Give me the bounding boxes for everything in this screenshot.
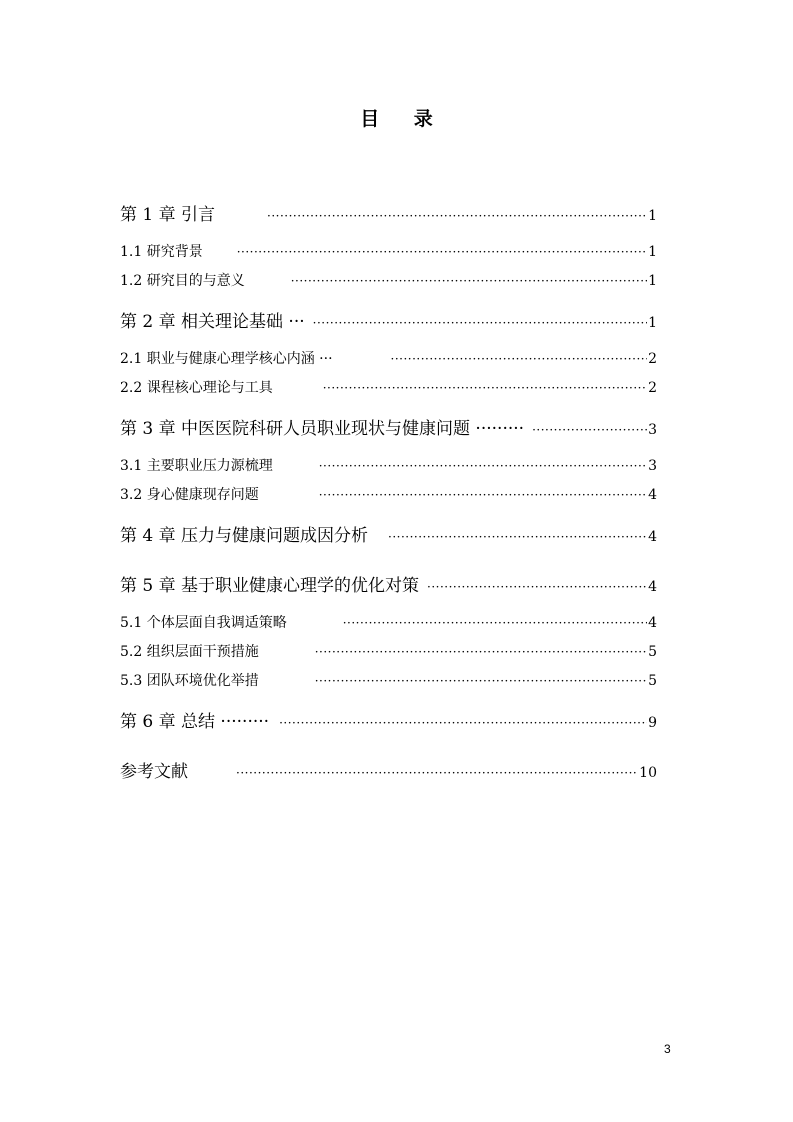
- dot-leader: [532, 423, 647, 437]
- toc-entry-page: 1: [648, 244, 657, 260]
- dot-leader: [343, 616, 647, 630]
- toc-entry-section-5-2[interactable]: [120, 641, 657, 661]
- dot-leader: [236, 766, 638, 780]
- dot-leader: [323, 381, 647, 395]
- dot-leader: [313, 316, 647, 330]
- dot-leader: [279, 716, 647, 730]
- toc-entry-page: 2: [648, 380, 657, 396]
- toc-entry-page: 1: [648, 208, 657, 224]
- toc-entry-section-5-3[interactable]: [120, 670, 657, 690]
- toc-entry-label: 第 6 章 总结 ·········: [120, 712, 270, 732]
- toc-entry-page: 4: [648, 487, 657, 503]
- toc-entry-section-3-2[interactable]: [120, 484, 657, 504]
- toc-entry-label: 5.1 个体层面自我调适策略: [120, 615, 287, 631]
- toc-entry-section-1-2[interactable]: [120, 270, 657, 290]
- toc-entry-page: 4: [648, 579, 657, 595]
- toc-entry-page: 3: [648, 458, 657, 474]
- toc-entry-chapter-1[interactable]: [120, 200, 657, 224]
- toc-entry-page: 3: [648, 422, 657, 438]
- toc-entry-label: 第 2 章 相关理论基础 ···: [120, 312, 305, 332]
- toc-entry-page: 2: [648, 351, 657, 367]
- toc-entry-page: 4: [648, 615, 657, 631]
- dot-leader: [427, 580, 647, 594]
- toc-entry-label: 5.3 团队环境优化举措: [120, 673, 259, 689]
- toc-entry-page: 1: [648, 315, 657, 331]
- toc-entry-page: 10: [639, 765, 657, 781]
- toc-entry-label: 5.2 组织层面干预措施: [120, 644, 259, 660]
- toc-entry-label: 1.1 研究背景: [120, 244, 203, 260]
- dot-leader: [315, 674, 647, 688]
- page-number: 3: [664, 1042, 671, 1056]
- toc-entry-chapter-4[interactable]: [120, 521, 657, 545]
- toc-entry-chapter-6[interactable]: [120, 707, 657, 731]
- toc-entry-label: 2.1 职业与健康心理学核心内涵 ···: [120, 351, 333, 367]
- dot-leader: [319, 488, 647, 502]
- toc-entry-label: 第 3 章 中医医院科研人员职业现状与健康问题 ·········: [120, 419, 525, 439]
- toc-entry-label: 第 5 章 基于职业健康心理学的优化对策: [120, 576, 420, 596]
- toc-entry-page: 9: [648, 715, 657, 731]
- toc-entry-references[interactable]: [120, 757, 657, 781]
- toc-entry-page: 5: [648, 673, 657, 689]
- toc-entry-label: 2.2 课程核心理论与工具: [120, 380, 273, 396]
- toc-entry-label: 1.2 研究目的与意义: [120, 273, 245, 289]
- toc-title: 目 录: [360, 108, 447, 130]
- toc-entry-section-3-1[interactable]: [120, 455, 657, 475]
- toc-entry-chapter-3[interactable]: [120, 414, 657, 438]
- toc-entry-label: 第 4 章 压力与健康问题成因分析: [120, 526, 369, 546]
- toc-entry-section-1-1[interactable]: [120, 241, 657, 261]
- dot-leader: [291, 274, 647, 288]
- toc-entry-section-2-2[interactable]: [120, 377, 657, 397]
- dot-leader: [315, 645, 647, 659]
- toc-entry-label: 第 1 章 引言: [120, 205, 216, 225]
- dot-leader: [267, 209, 647, 223]
- toc-entry-page: 4: [648, 529, 657, 545]
- dot-leader: [237, 245, 647, 259]
- toc-entry-chapter-5[interactable]: [120, 571, 657, 595]
- dot-leader: [391, 352, 648, 366]
- dot-leader: [388, 530, 647, 544]
- toc-entry-section-2-1[interactable]: [120, 348, 657, 368]
- toc-entry-label: 参考文献: [120, 762, 188, 782]
- toc-entry-label: 3.1 主要职业压力源梳理: [120, 458, 273, 474]
- toc-entry-page: 5: [648, 644, 657, 660]
- toc-entry-chapter-2[interactable]: [120, 307, 657, 331]
- dot-leader: [319, 459, 647, 473]
- toc-entry-section-5-1[interactable]: [120, 612, 657, 632]
- toc-entry-label: 3.2 身心健康现存问题: [120, 487, 259, 503]
- toc-entry-page: 1: [648, 273, 657, 289]
